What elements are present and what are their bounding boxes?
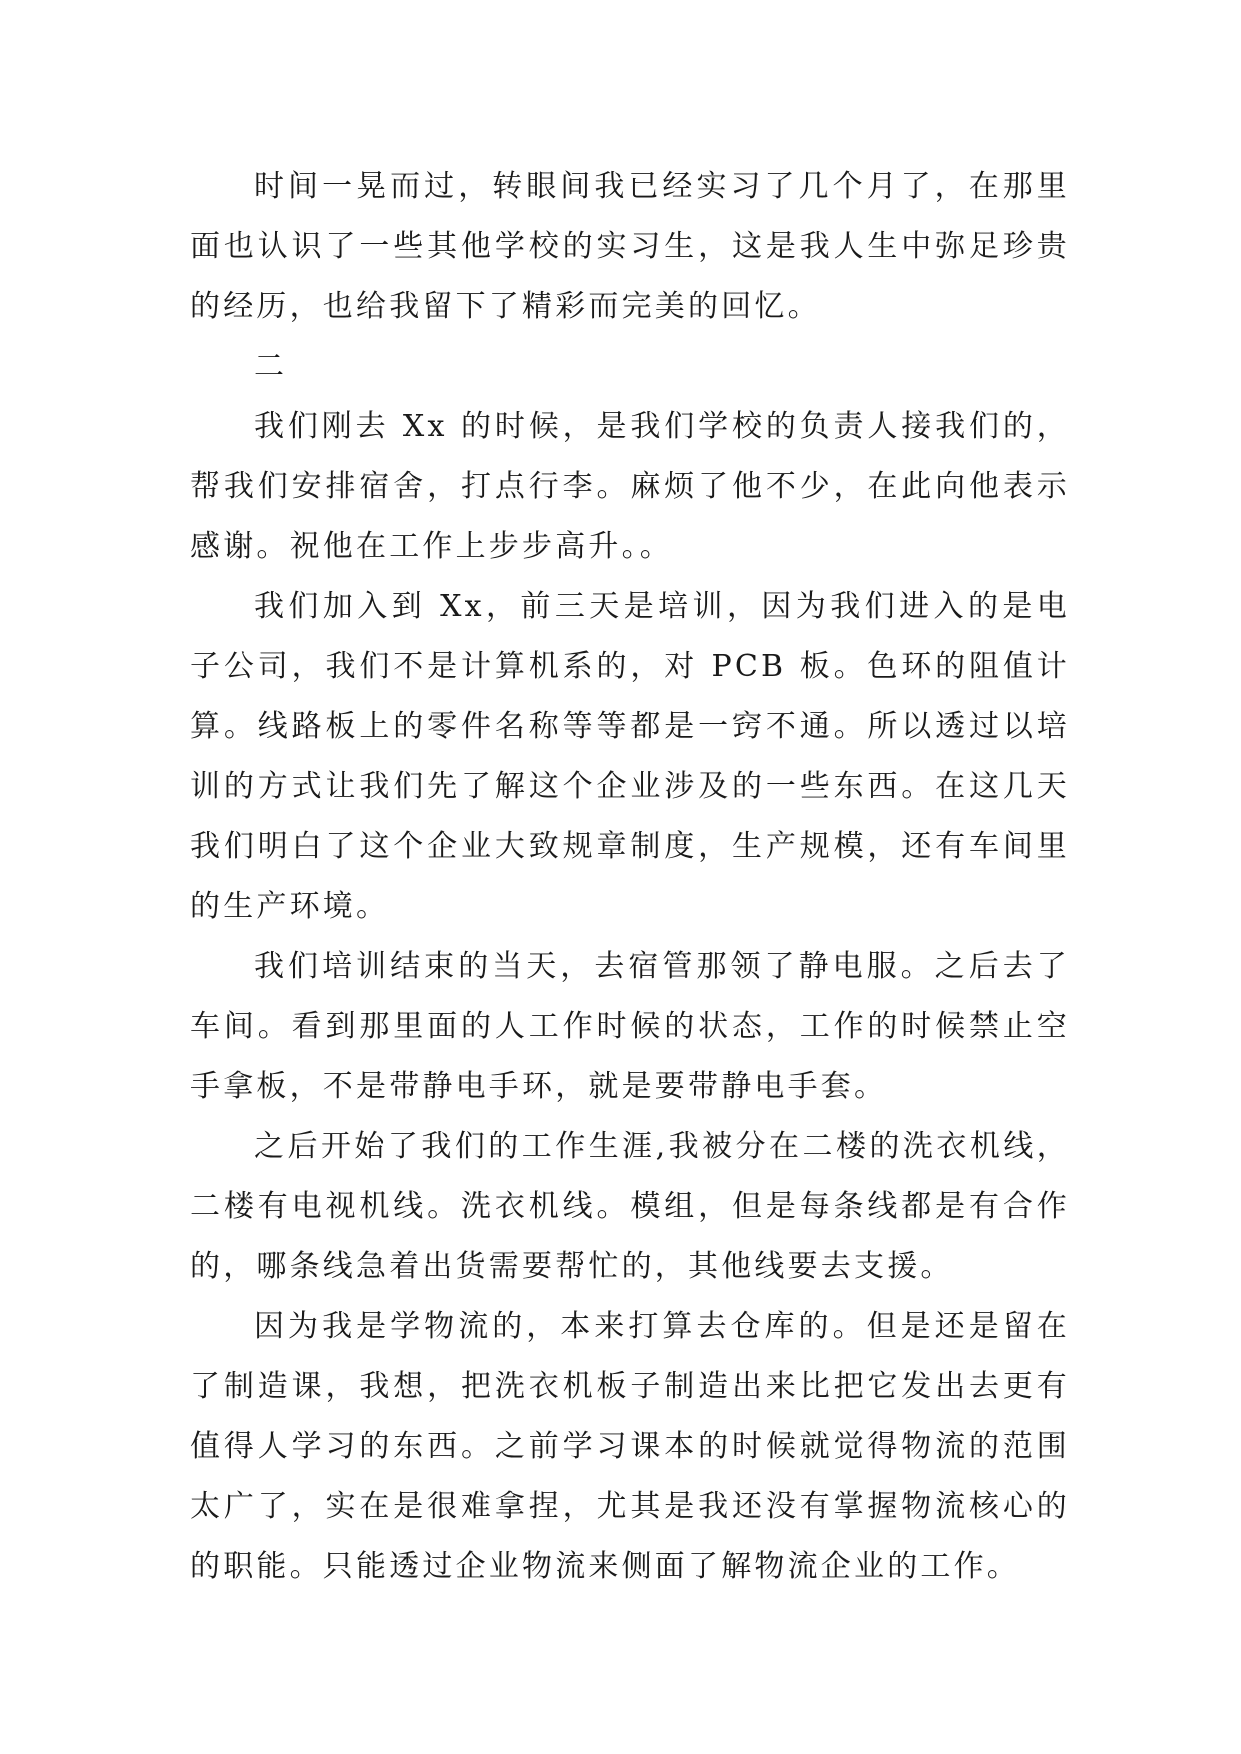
paragraph: 之后开始了我们的工作生涯,我被分在二楼的洗衣机线，二楼有电视机线。洗衣机线。模组，但是每条线都是有合作的，哪条线急着出货需要帮忙的，其他线要去支援。 xyxy=(190,1129,1070,1284)
paragraph: 我们加入到 Xx，前三天是培训，因为我们进入的是电子公司，我们不是计算机系的，对 PCB 板。色环的阻值计算。线路板上的零件名称等等都是一窍不通。所以透过以培训的方式让我们先了解这个企业涉及的一些东西。在这几天我们明白了这个企业大致规章制度，生产规模，还有车间里的生产环境。 xyxy=(190,589,1070,924)
paragraph: 我们培训结束的当天，去宿管那领了静电服。之后去了车间。看到那里面的人工作时候的状态，工作的时候禁止空手拿板，不是带静电手环，就是要带静电手套。 xyxy=(190,949,1070,1104)
paragraph: 因为我是学物流的，本来打算去仓库的。但是还是留在了制造课，我想，把洗衣机板子制造出来比把它发出去更有值得人学习的东西。之前学习课本的时候就觉得物流的范围太广了，实在是很难拿捏，尤其是我还没有掌握物流核心的的职能。只能透过企业物流来侧面了解物流企业的工作。 xyxy=(190,1309,1070,1584)
paragraph: 时间一晃而过，转眼间我已经实习了几个月了，在那里面也认识了一些其他学校的实习生，这是我人生中弥足珍贵的经历，也给我留下了精彩而完美的回忆。 xyxy=(190,169,1070,324)
document-body xyxy=(190,157,1070,1597)
section-number: 二 xyxy=(254,349,288,384)
paragraph: 我们刚去 Xx 的时候，是我们学校的负责人接我们的，帮我们安排宿舍，打点行李。麻烦了他不少，在此向他表示感谢。祝他在工作上步步高升。。 xyxy=(190,409,1070,564)
